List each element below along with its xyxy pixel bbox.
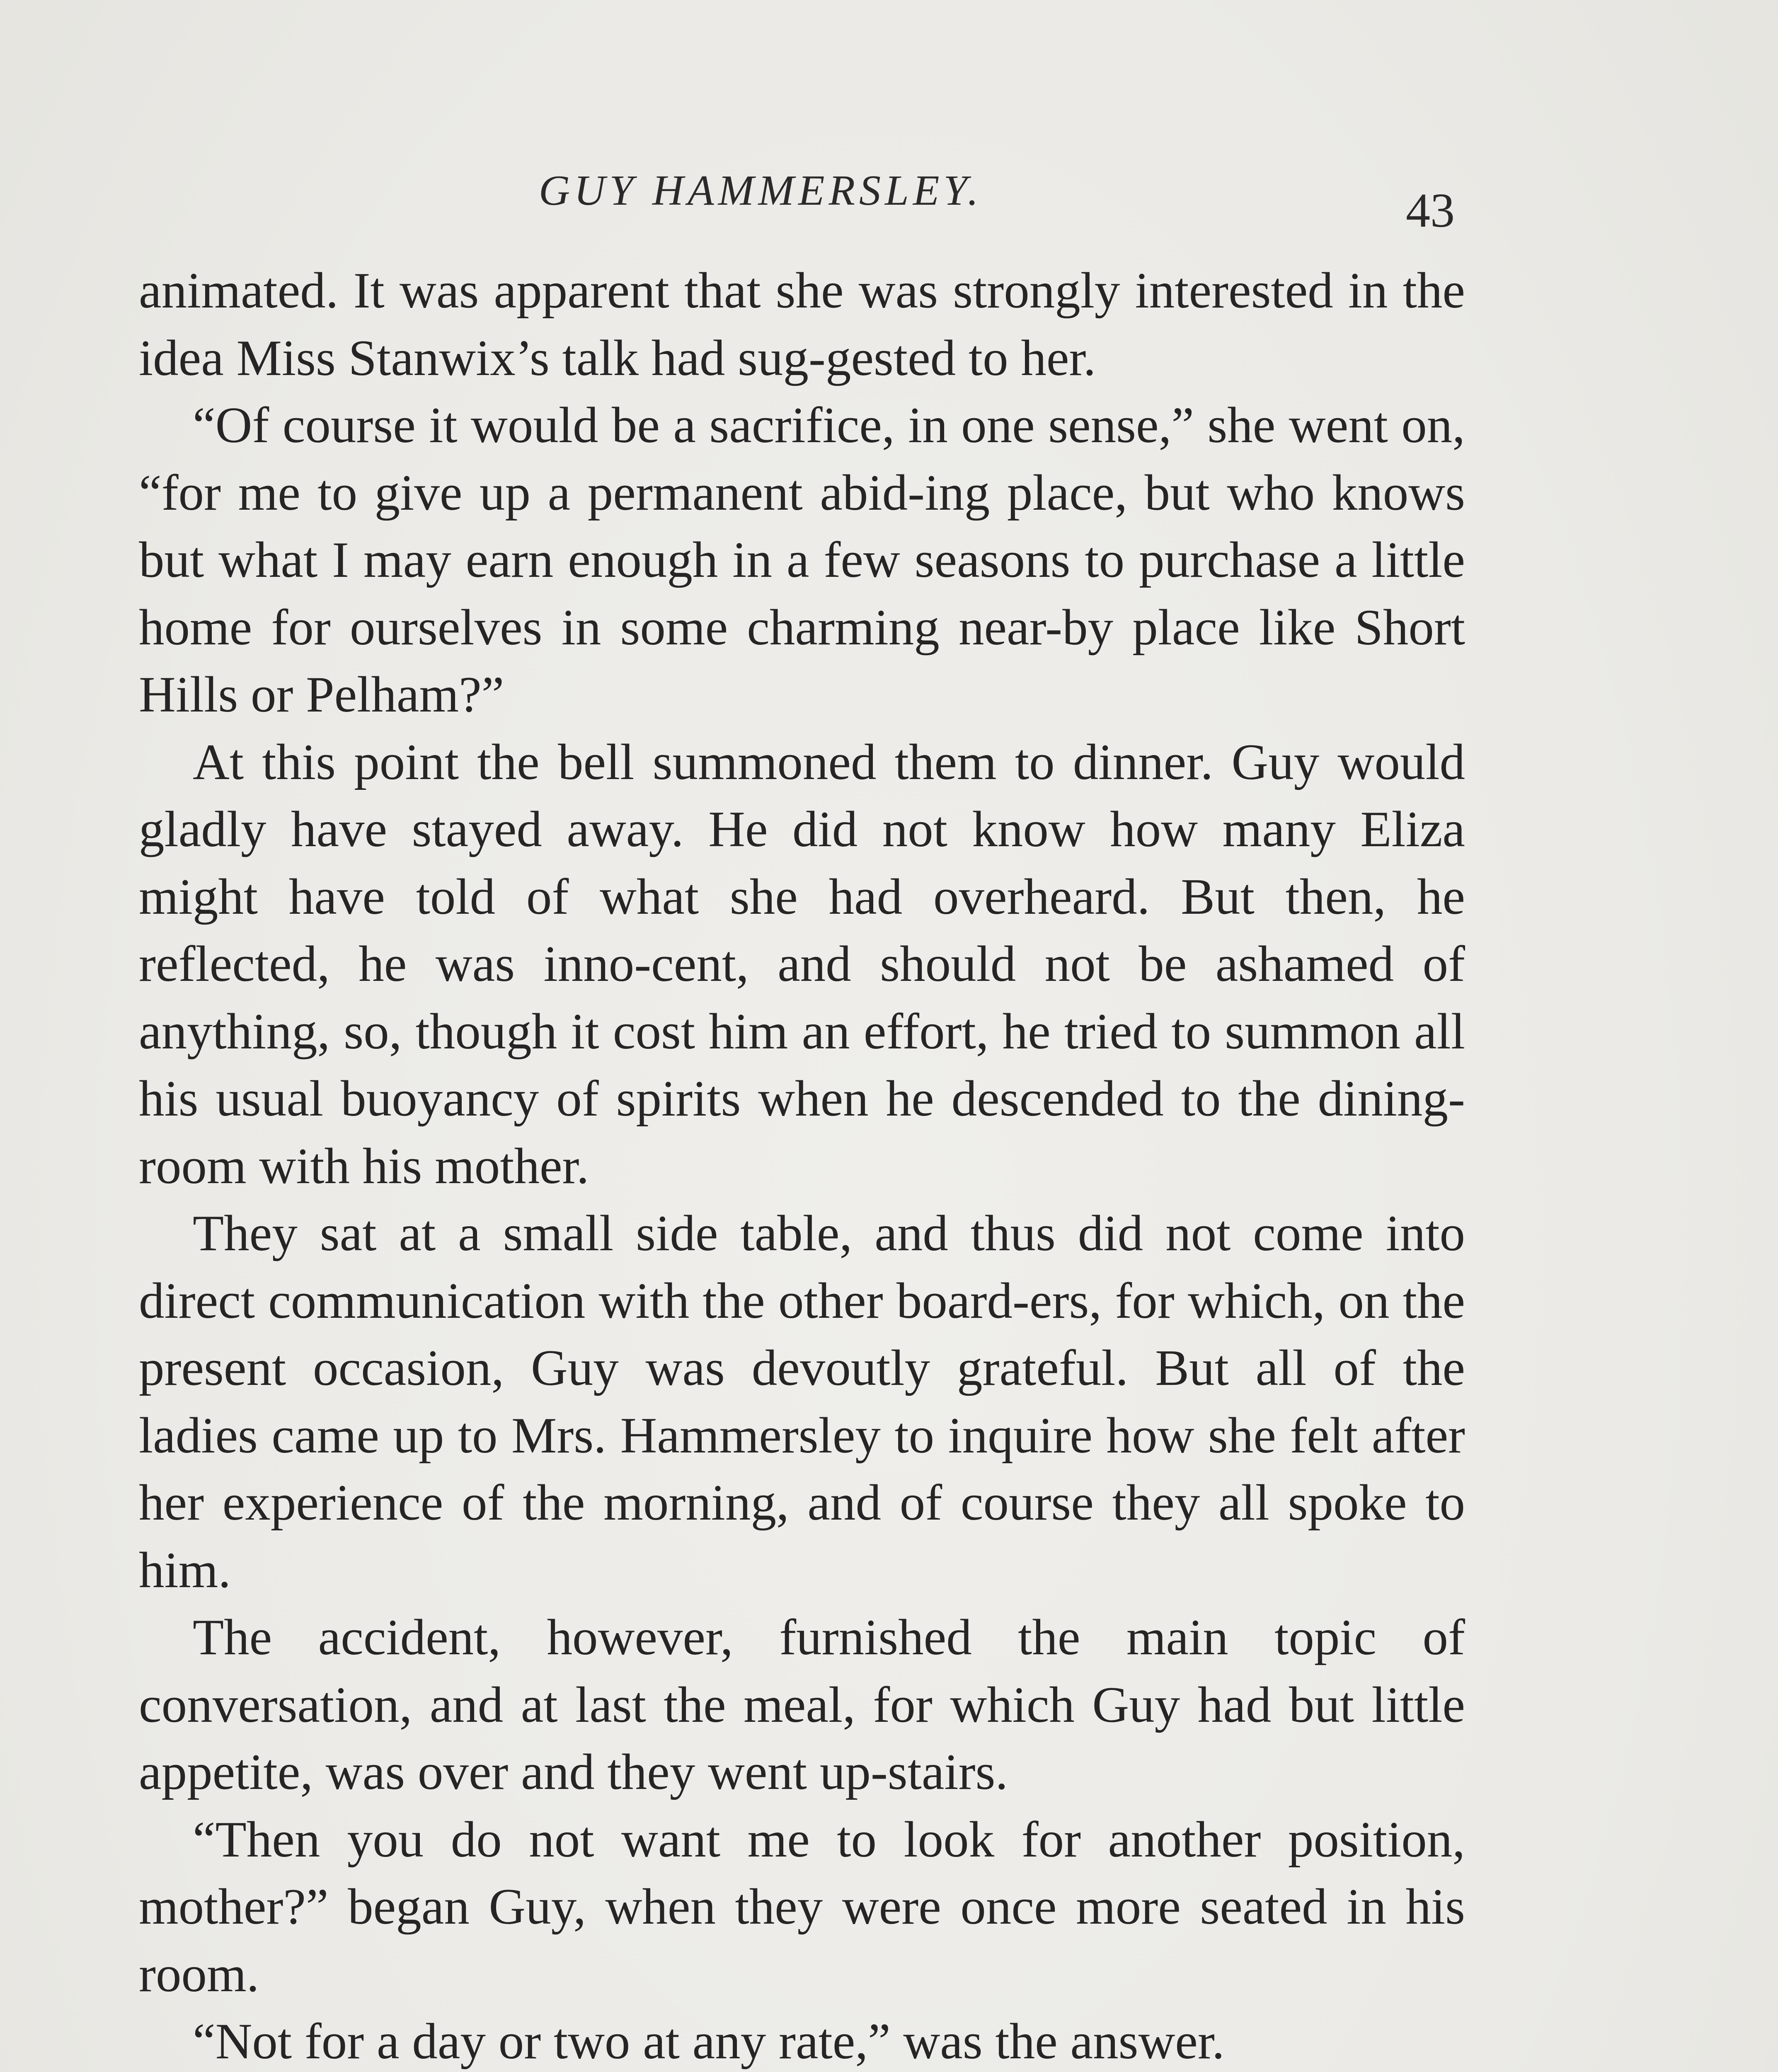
paragraph-1: animated. It was apparent that she was strongly interested in the idea Miss Stanwix’s talk had sug-gested to her.: [139, 262, 1465, 386]
running-title: GUY HAMMERSLEY.: [539, 167, 983, 214]
paragraph-5: The accident, however, furnished the main topic of conversation, and at last the meal, for which Guy had but little appetite, was over and they went up-stairs.: [139, 1609, 1465, 1800]
paragraph-6: “Then you do not want me to look for another position, mother?” began Guy, when they were once more seated in his room.: [139, 1811, 1465, 2002]
paragraph-7: “Not for a day or two at any rate,” was the answer.: [193, 2013, 1225, 2070]
body-text: [139, 257, 1465, 2072]
paragraph-4: They sat at a small side table, and thus did not come into direct communication with the other board-ers, for which, on the present occasion, Guy was devoutly grateful. But all of the ladies came up to Mrs. Hammersley to inquire how she felt after her experience of the morning, and of course they all spoke to him.: [139, 1205, 1465, 1598]
page-number: 43: [1406, 183, 1455, 237]
paragraph-2: “Of course it would be a sacrifice, in one sense,” she went on, “for me to give up a permanent abid-ing place, but who knows but what I may earn enough in a few seasons to purchase a little home for ourselves in some charming near-by place like Short Hills or Pelham?”: [139, 397, 1465, 723]
paragraph-3: At this point the bell summoned them to dinner. Guy would gladly have stayed away. He did not know how many Eliza might have told of what she had overheard. But then, he reflected, he was inno-cent, and should not be ashamed of anything, so, though it cost him an effort, he tried to summon all his usual buoyancy of spirits when he descended to the dining-room with his mother.: [139, 733, 1465, 1194]
